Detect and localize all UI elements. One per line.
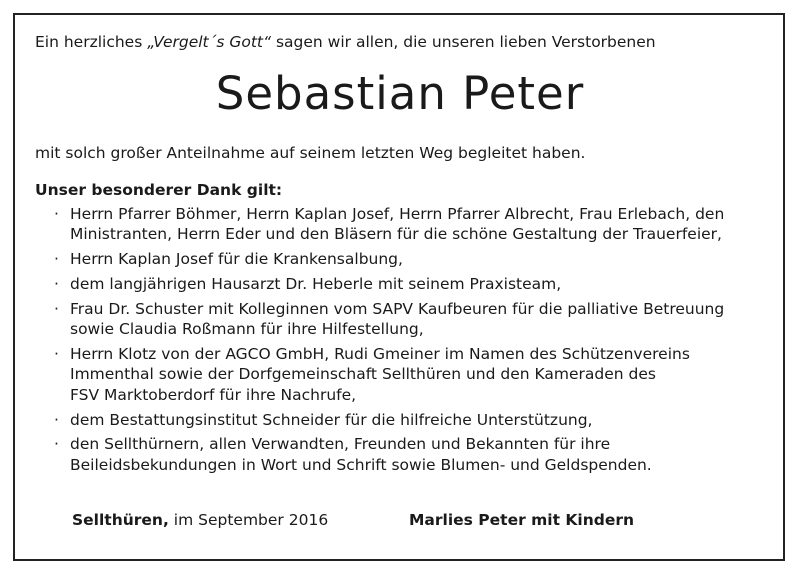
thanks-heading: Unser besonderer Dank gilt: (35, 181, 283, 199)
thanks-item-text: den Sellthürnern, allen Verwandten, Freunden und Bekannten für ihre Beileidsbekundungen in Wort und Schrift sowie Blumen- und Geldspenden. (70, 435, 652, 474)
intro-quote: „Vergelt´s Gott“ (147, 33, 272, 51)
thanks-item-text: Herrn Pfarrer Böhmer, Herrn Kaplan Josef, Herrn Pfarrer Albrecht, Frau Erlebach, den Ministranten, Herrn Eder und den Bläsern für die schöne Gestaltung der Trauerfeier, (70, 205, 725, 244)
bullet-icon: · (54, 275, 59, 293)
thanks-item (54, 299, 784, 340)
thanks-item-text: Frau Dr. Schuster mit Kolleginnen vom SAPV Kaufbeuren für die palliative Betreuung sowie Claudia Roßmann für ihre Hilfestellung, (70, 299, 725, 339)
intro-before: Ein herzliches (35, 33, 148, 51)
bullet-icon: · (54, 410, 59, 429)
thanks-item-text: Herrn Klotz von der AGCO GmbH, Rudi Gmeiner im Namen des Schützenvereins Immenthal sowie der Dorfgemeinschaft Sellthüren und den Kameraden des FSV Marktoberdorf für ihre Nachrufe, (70, 345, 690, 404)
thanks-item-text: dem langjährigen Hausarzt Dr. Heberle mit seinem Praxisteam, (70, 275, 562, 293)
intro-after: sagen wir allen, die unseren lieben Verstorbenen (271, 33, 656, 51)
bullet-icon: · (54, 345, 59, 363)
bullet-icon: · (54, 435, 59, 454)
thanks-item (54, 204, 784, 245)
thanks-item (54, 344, 784, 405)
thanks-item (54, 274, 784, 294)
bullet-icon: · (54, 250, 59, 269)
intro-line (35, 33, 656, 51)
place: Sellthüren, (72, 511, 169, 529)
thanks-item-text: Herrn Kaplan Josef für die Krankensalbung, (70, 250, 403, 269)
signature: Marlies Peter mit Kindern (409, 511, 635, 529)
attendance-line: mit solch großer Anteilnahme auf seinem letzten Weg begleitet haben. (35, 144, 586, 162)
bullet-icon: · (54, 299, 59, 318)
thanks-item (54, 434, 784, 475)
thanks-item (54, 249, 784, 269)
thanks-list (54, 204, 784, 480)
date: im September 2016 (168, 511, 329, 529)
thanks-item (54, 410, 784, 430)
deceased-name: Sebastian Peter (215, 67, 585, 120)
bullet-icon: · (54, 205, 59, 223)
place-date (72, 511, 328, 529)
thanks-item-text: dem Bestattungsinstitut Schneider für die hilfreiche Unterstützung, (70, 410, 593, 429)
